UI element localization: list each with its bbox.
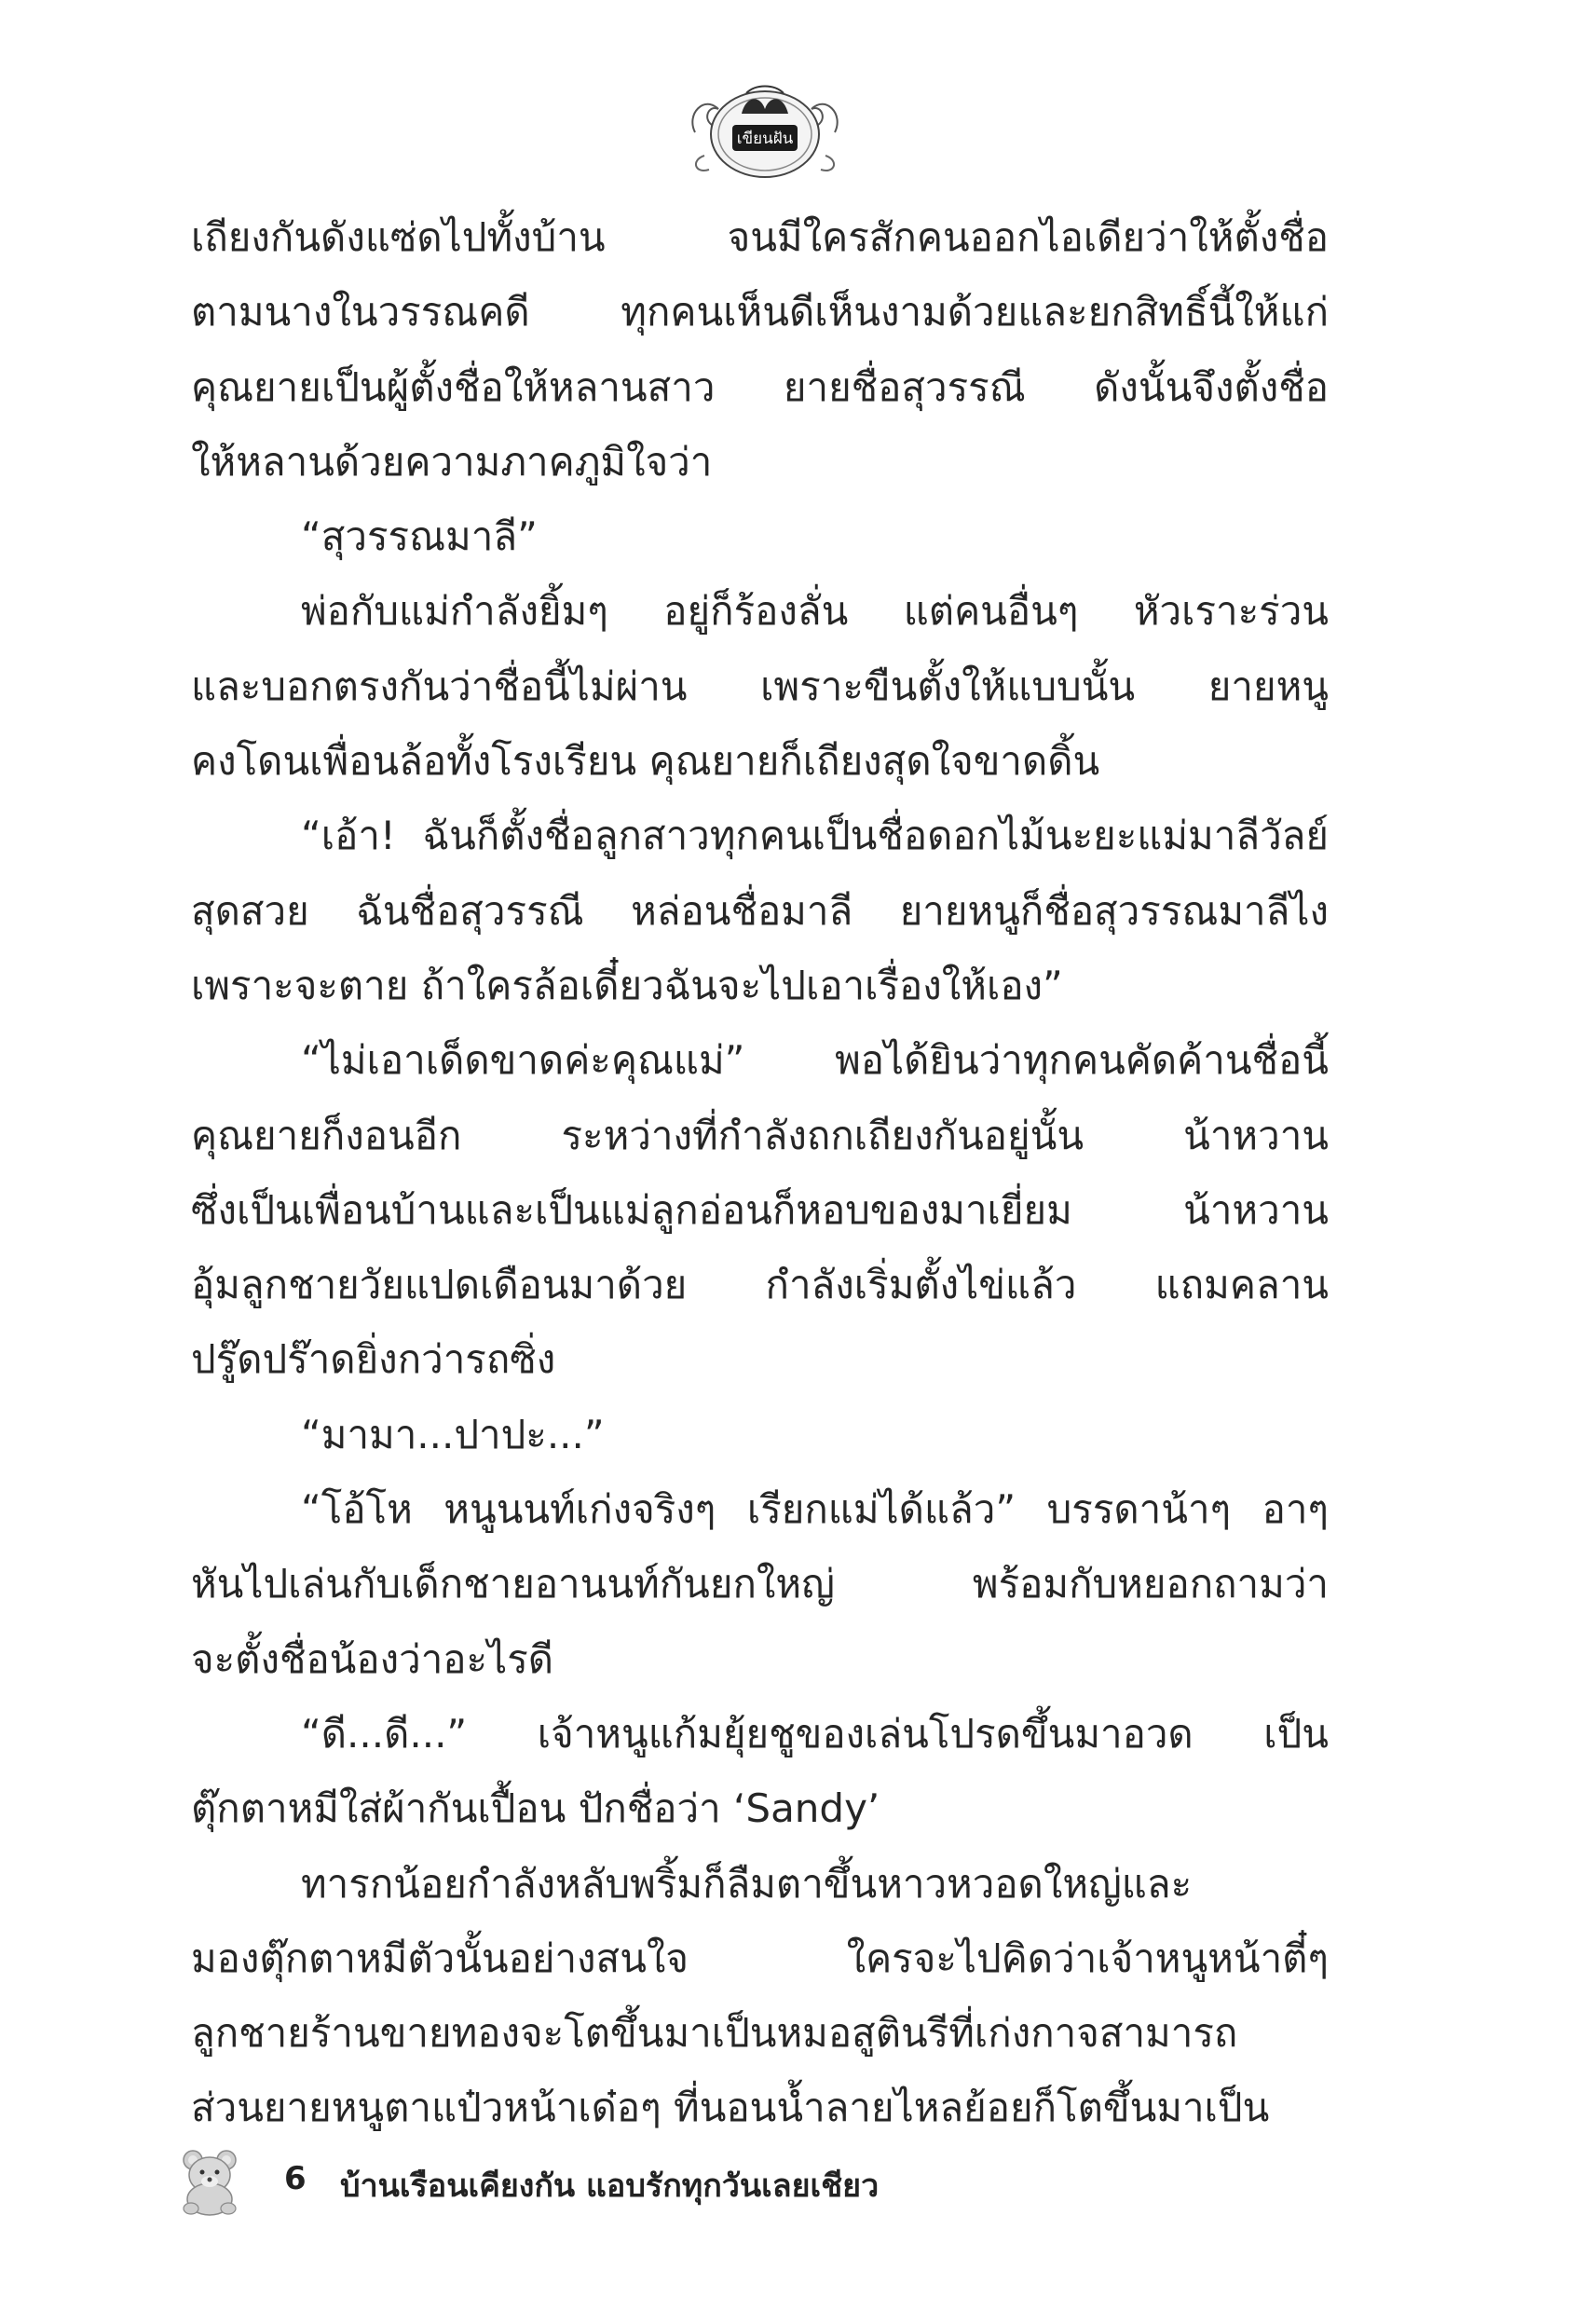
publisher-logo xyxy=(676,67,853,188)
text-line: “ดี...ดี...” เจ้าหนูแก้มยุ้ยชูของเล่นโปรดขึ้นมาอวด เป็น xyxy=(301,1710,1329,1757)
teddy-bear-icon xyxy=(172,2143,247,2218)
page-body xyxy=(191,200,1329,2146)
text-line: “สุวรรณมาลี” xyxy=(301,513,538,560)
text-line: ให้หลานด้วยความภาคภูมิใจว่า xyxy=(191,438,713,485)
book-title: บ้านเรือนเคียงกัน แอบรักทุกวันเลยเชียว xyxy=(340,2167,880,2205)
text-line: อุ้มลูกชายวัยแปดเดือนมาด้วย กำลังเริ่มตั้งไข่แล้ว แถมคลาน xyxy=(191,1262,1329,1308)
text-line: ลูกชายร้านขายทองจะโตขึ้นมาเป็นหมอสูตินรีที่เก่งกาจสามารถ xyxy=(191,2010,1238,2057)
text-line: และบอกตรงกันว่าชื่อนี้ไม่ผ่าน เพราะขืนตั้งให้แบบนั้น ยายหนู xyxy=(191,663,1329,709)
text-line: ทารกน้อยกำลังหลับพริ้มก็ลืมตาขึ้นหาวหวอดใหญ่และ xyxy=(301,1860,1193,1907)
text-line: คุณยายเป็นผู้ตั้งชื่อให้หลานสาว ยายชื่อสุวรรณี ดังนั้นจึงตั้งชื่อ xyxy=(191,363,1329,410)
page-number: 6 xyxy=(284,2160,307,2197)
text-line: “เอ้า! ฉันก็ตั้งชื่อลูกสาวทุกคนเป็นชื่อดอกไม้นะยะแม่มาลีวัลย์ xyxy=(301,813,1329,859)
text-line: ตุ๊กตาหมีใส่ผ้ากันเปื้อน ปักชื่อว่า ‘Sandy’ xyxy=(191,1785,880,1832)
text-line: เถียงกันดังแซ่ดไปทั้งบ้าน จนมีใครสักคนออกไอเดียว่าให้ตั้งชื่อ xyxy=(191,214,1329,260)
text-line: สุดสวย ฉันชื่อสุวรรณี หล่อนชื่อมาลี ยายหนูก็ชื่อสุวรรณมาลีไง xyxy=(191,887,1329,934)
text-line: มองตุ๊กตาหมีตัวนั้นอย่างสนใจ ใครจะไปคิดว่าเจ้าหนูหน้าตี๋ๆ xyxy=(191,1935,1329,1981)
text-line: ส่วนยายหนูตาแป๋วหน้าเด๋อๆ ที่นอนน้ำลายไหลย้อยก็โตขึ้นมาเป็น xyxy=(191,2085,1270,2131)
text-line: พ่อกับแม่กำลังยิ้มๆ อยู่ก็ร้องลั่น แต่คนอื่นๆ หัวเราะร่วน xyxy=(301,588,1329,635)
text-line: จะตั้งชื่อน้องว่าอะไรดี xyxy=(191,1635,554,1682)
text-line: “มามา...ปาปะ...” xyxy=(301,1411,605,1457)
text-line: “โอ้โห หนูนนท์เก่งจริงๆ เรียกแม่ได้แล้ว” บรรดาน้าๆ อาๆ xyxy=(301,1486,1329,1533)
text-line: ตามนางในวรรณคดี ทุกคนเห็นดีเห็นงามด้วยและยกสิทธิ์นี้ให้แก่ xyxy=(191,289,1329,335)
text-line: คุณยายก็งอนอีก ระหว่างที่กำลังถกเถียงกันอยู่นั้น น้าหวาน xyxy=(191,1112,1329,1158)
text-line: “ไม่เอาเด็ดขาดค่ะคุณแม่” พอได้ยินว่าทุกคนคัดค้านชื่อนี้ xyxy=(301,1037,1329,1084)
text-line: ซึ่งเป็นเพื่อนบ้านและเป็นแม่ลูกอ่อนก็หอบของมาเยี่ยม น้าหวาน xyxy=(191,1186,1329,1233)
svg-text:เขียนฝัน: เขียนฝัน xyxy=(736,130,794,148)
text-line: คงโดนเพื่อนล้อทั้งโรงเรียน คุณยายก็เถียงสุดใจขาดดิ้น xyxy=(191,738,1100,785)
page-footer xyxy=(172,2143,1384,2218)
text-line: หันไปเล่นกับเด็กชายอานนท์กันยกใหญ่ พร้อมกับหยอกถามว่า xyxy=(191,1561,1329,1607)
text-line: ปรู๊ดปร๊าดยิ่งกว่ารถซิ่ง xyxy=(191,1336,556,1383)
text-line: เพราะจะตาย ถ้าใครล้อเดี๋ยวฉันจะไปเอาเรื่องให้เอง” xyxy=(191,962,1063,1008)
